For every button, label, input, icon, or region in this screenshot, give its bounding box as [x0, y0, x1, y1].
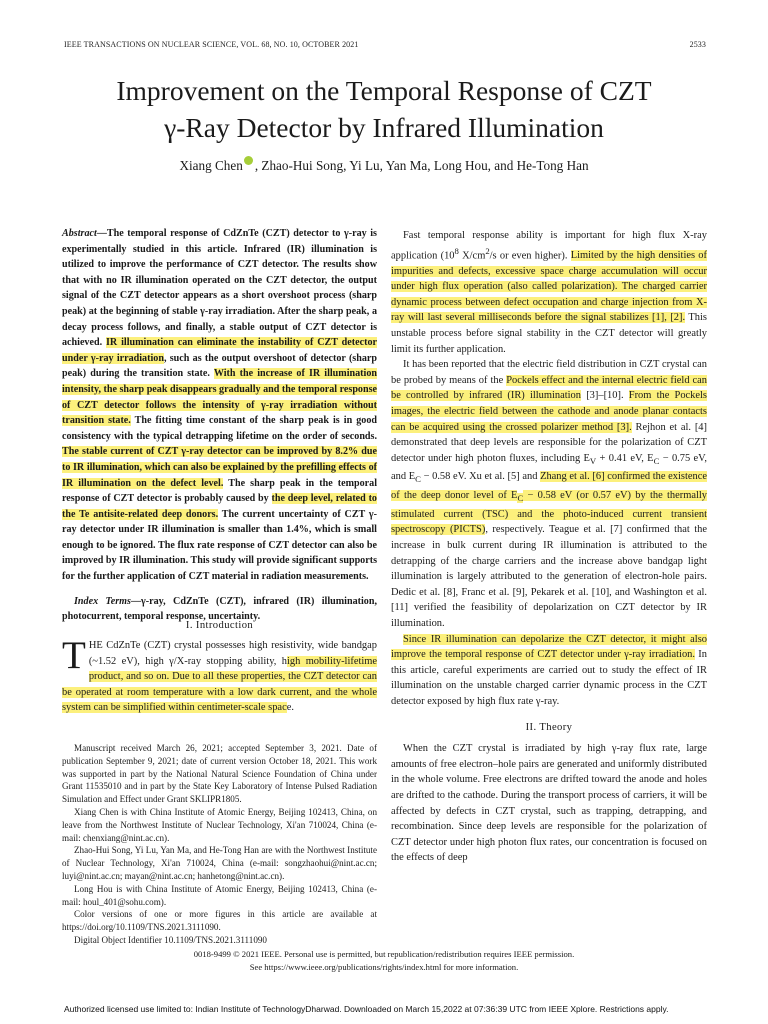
intro-text: e. [286, 702, 294, 714]
page-number: 2533 [689, 40, 706, 49]
body-text: This unstable process before signal stability in the CZT detector will greatly limit its further application. [391, 312, 707, 355]
superscript: 2 [485, 245, 490, 256]
footnotes [62, 742, 377, 947]
abstract [62, 226, 377, 625]
body-text: Fast temporal response ability is important for high flux X-ray application (10 [391, 230, 707, 262]
footnote: Long Hou is with China Institute of Atomic Energy, Beijing 102413, China (e-mail: houl_401@sohu.com). [62, 883, 377, 907]
index-terms-label: Index Terms [74, 595, 131, 607]
footnote: Color versions of one or more figures in this article are available at https://doi.org/10.1109/TNS.2021.3111090. [62, 909, 377, 933]
title-line-2: γ-Ray Detector by Infrared Illumination [164, 112, 604, 143]
highlight: Since IR illumination can depolarize the CZT detector, it might also improve the temporal response of CZT detector under γ-ray irradiation. [391, 633, 707, 661]
highlight: The stable current of CZT γ-ray detector can be improved by 8.2% due to IR illumination, which can also be explained by the prefilling effects of IR illumination on the defect level. [62, 446, 377, 489]
abstract-text: , such as the output overshoot of detector (sharp peak) during the transition state. [62, 352, 377, 380]
body-text: /s or even higher). [489, 250, 571, 262]
abstract-label: Abstract [62, 228, 97, 239]
abstract-text: The fitting time constant of the sharp peak is in good consistency with the typical detrapping lifetime on the order of seconds. [62, 415, 377, 442]
highlight: Limited by the high densities of impurities and defects, excessive space charge accumulation will occur under high flux operation (also called polarization). The charged carrier dynamic process between defect occupation and charge injection from X-ray will last several milliseconds before the signal stabilizes [1], [2]. [391, 250, 707, 324]
right-column-text [391, 228, 707, 866]
drop-cap: T [62, 634, 86, 677]
section-heading-introduction: I. Introduction [185, 620, 254, 631]
orcid-icon[interactable] [244, 156, 253, 165]
license-footer: Authorized licensed use limited to: Indian Institute of TechnologyDharwad. Downloaded on March 15,2022 at 07:36:39 UTC from IEEE Xplore. Restrictions apply. [64, 1004, 669, 1014]
body-text: + 0.41 eV, E [596, 452, 654, 464]
introduction-paragraph [62, 634, 377, 716]
highlight: With the increase of IR illumination intensity, the sharp peak disappears gradually and the temporal response of CZT detector follows the intensity of γ-ray irradiation without transition state. [62, 368, 378, 427]
other-authors: , Zhao-Hui Song, Yi Lu, Yan Ma, Long Hou, and He-Tong Han [254, 158, 589, 173]
first-author: Xiang Chen [179, 158, 243, 173]
highlight: IR illumination can eliminate the instability of CZT detector under γ-ray irradiation [62, 337, 377, 364]
copyright-line: 0018-9499 © 2021 IEEE. Personal use is permitted, but republication/redistribution requires IEEE permission. [193, 949, 575, 959]
body-text: − 0.58 eV. Xu et al. [5] and [420, 471, 541, 483]
intro-text: HE CdZnTe (CZT) crystal possesses high resistivity, wide bandgap (~1.52 eV), high γ/X-ray stopping ability, h [88, 640, 377, 667]
abstract-text: The sharp peak in the temporal response of CZT detector is probably caused by [62, 477, 378, 505]
superscript: 8 [454, 245, 459, 256]
highlight: the deep level, related to the Te antisite-related deep donors. [62, 493, 377, 520]
body-text: Rejhon et al. [4] demonstrated that deep levels are responsible for the polarization of CZT detector under high photon fluxes, including E [391, 421, 707, 464]
body-text: [3]–[10]. [581, 390, 629, 402]
body-text: , respectively. Teague et al. [7] confirmed that the increase in bulk current during IR illumination is attributed to the detrapping of the charge carriers and the increase above bandgap light illumination is largely attributed to the generation of electron-hole pairs. Dedic et al. [8], Franc et al. [9], Pekarek et al. [10], and Washington et al. [11] verified the feasibility of depolarization on CZT detector by IR illumination. [391, 524, 707, 629]
title-line-1: Improvement on the Temporal Response of CZT [116, 75, 652, 106]
footnote: Xiang Chen is with China Institute of Atomic Energy, Beijing 102413, China, on leave from the Northwest Institute of Nuclear Technology, Xi'an 710024, China (e-mail: chenxiang@nint.ac.cn). [62, 806, 377, 843]
highlight: igh mobility-lifetime product, and so on. Due to all these properties, the CZT detector can be operated at room temperature with a low dark current, and the whole system can be simplified within centimeter-scale spac [62, 655, 377, 714]
author-list [40, 156, 728, 174]
index-terms: —γ-ray, CdZnTe (CZT), infrared (IR) illumination, photocurrent, temporal response, uncertainty. [62, 595, 377, 623]
rights-link[interactable]: See https://www.ieee.org/publications/rights/index.html for more information. [249, 961, 519, 972]
highlight: From the Pockels images, the electric field between the cathode and anode planar contacts can be acquired using the crossed polarizer method [3]. [391, 390, 707, 433]
body-text: − 0.75 eV, and E [391, 452, 707, 483]
section-heading-theory: II. Theory [525, 721, 573, 733]
footnote: Manuscript received March 26, 2021; accepted September 3, 2021. Date of publication September 9, 2021; date of current version October 18, 2021. This work was supported in part by the National Natural Science Foundation of China under Grant 11535010 and in part by the State Key Laboratory of Intense Pulsed Radiation Simulation and Effect under Grant SKLIPR1805. [62, 743, 377, 805]
journal-header: IEEE TRANSACTIONS ON NUCLEAR SCIENCE, VOL. 68, NO. 10, OCTOBER 2021 [64, 40, 359, 49]
subscript: C [517, 493, 524, 504]
copyright-notice [40, 948, 728, 973]
subscript: C [415, 474, 421, 485]
highlight: − 0.58 eV (or 0.57 eV) by the thermally stimulated current (TSC) and the photo-induced current transient spectroscopy (PICTS) [391, 490, 707, 536]
highlight: Pockels effect and the internal electric field can be controlled by infrared (IR) illumination [391, 374, 707, 402]
footnote: Zhao-Hui Song, Yi Lu, Yan Ma, and He-Tong Han are with the Northwest Institute of Nuclear Technology, Xi'an 710024, China (e-mail: songzhaohui@nint.ac.cn; luyi@nint.ac.cn; mayan@nint.ac.cn; hanhetong@nint.ac.cn). [62, 845, 377, 881]
body-text: It has been reported that the electric field distribution in CZT crystal can be probed by means of the [391, 359, 707, 386]
subscript: C [653, 455, 660, 466]
abstract-text: The current uncertainty of CZT γ-ray detector under IR illumination is smaller than 1.4%, which is small enough to be ignored. The flux rate response of CZT detector can also be improved by IR illumination. This study will provide significant supports for the further application of CZT material in radiation measurements. [62, 508, 378, 583]
doi: Digital Object Identifier 10.1109/TNS.2021.3111090 [74, 934, 267, 945]
body-text: X/cm [458, 250, 486, 262]
paper-title [40, 72, 728, 146]
abstract-text: —The temporal response of CdZnTe (CZT) detector to γ-ray is experimentally studied in this article. Infrared (IR) illumination is utilized to improve the performance of CZT detector. The results show that with no IR illumination operated on the CZT detector, the output signal of the CZT detector appears as a short overshoot process (sharp peak) at the beginning of stable γ-ray irradiation. After the sharp peak, a decay process follows, and finally, a stable output of CZT detector is achieved. [62, 228, 377, 349]
subscript: V [589, 455, 597, 466]
highlight: Zhang et al. [6] confirmed the existence of the deep donor level of E [391, 471, 707, 502]
body-text: In this article, careful experiments are carried out to study the effect of IR illumination on the unstable charged carrier dynamic process in the CZT detector exposed by high flux rate γ-ray. [391, 649, 707, 707]
theory-paragraph: When the CZT crystal is irradiated by high γ-ray flux rate, large amounts of free electron–hole pairs are generated and uniformly distributed in the whole volume. Free electrons are drifted toward the anode and holes are drifted to the cathode. During the transport process of carriers, it will be affected by defects in CZT crystal, such as trapping, detrapping, and recombination. Since deep levels are responsible for the polarization of CZT detector under high photon flux rates, our concentration is focused on the effects of deep [391, 743, 707, 864]
